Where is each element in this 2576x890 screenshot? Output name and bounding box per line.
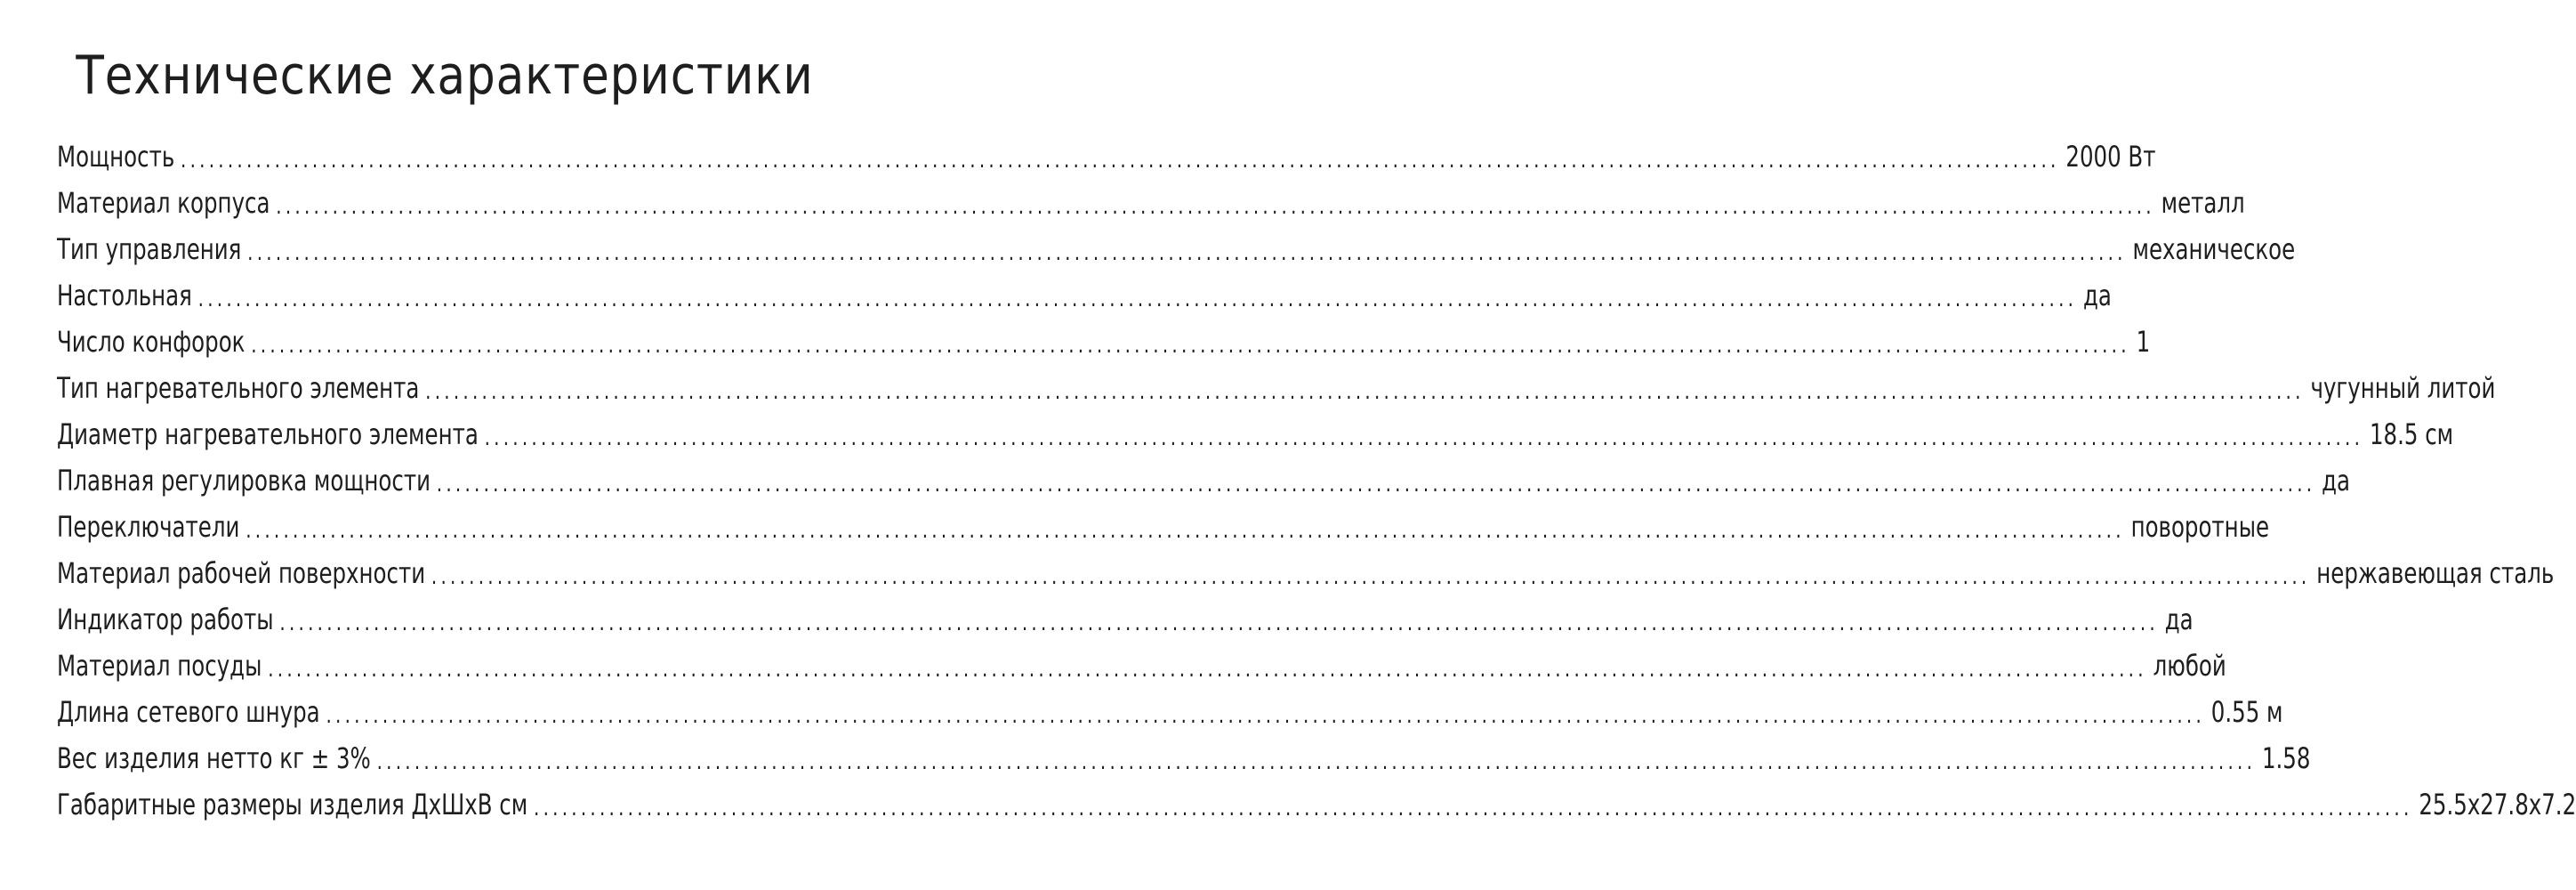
- spec-label: Мощность: [57, 140, 175, 174]
- spec-label: Диаметр нагревательного элемента: [57, 417, 479, 451]
- spec-label: Длина сетевого шнура: [57, 695, 320, 729]
- spec-value: металл: [2161, 186, 2245, 220]
- spec-label: Число конфорок: [57, 325, 246, 359]
- spec-row: [57, 319, 2151, 365]
- spec-label: Вес изделия нетто кг ± 3%: [57, 741, 371, 775]
- spec-row: [57, 781, 2576, 828]
- spec-row: [57, 689, 2283, 735]
- spec-label: Плавная регулировка мощности: [57, 464, 431, 498]
- spec-row: [57, 272, 2112, 319]
- spec-label: Материал корпуса: [57, 186, 270, 220]
- spec-row: [57, 596, 2194, 643]
- spec-row: [57, 134, 2156, 180]
- spec-value: 18.5 см: [2369, 417, 2454, 451]
- spec-label: Индикатор работы: [57, 603, 274, 636]
- dot-leader: ........................................................................................................................................................................................................: [197, 286, 2078, 312]
- page-title: Технические характеристики: [76, 44, 814, 107]
- dot-leader: ........................................................................................................................................................................................................: [279, 610, 2159, 636]
- spec-value: да: [2083, 279, 2112, 312]
- spec-value: да: [2322, 464, 2351, 498]
- spec-row: [57, 457, 2351, 504]
- spec-value: нержавеющая сталь: [2316, 556, 2555, 590]
- spec-value: да: [2164, 603, 2194, 636]
- spec-row: [57, 180, 2245, 226]
- spec-label: Материал рабочей поверхности: [57, 556, 426, 590]
- spec-value: 0.55 м: [2210, 695, 2283, 729]
- spec-value: чугунный литой: [2310, 371, 2496, 405]
- spec-row: [57, 226, 2296, 272]
- spec-value: механическое: [2132, 232, 2296, 266]
- dot-leader: ........................................................................................................................................................................................................: [326, 702, 2206, 729]
- dot-leader: ........................................................................................................................................................................................................: [246, 517, 2125, 544]
- dot-leader: ........................................................................................................................................................................................................: [436, 471, 2316, 498]
- spec-label: Настольная: [57, 279, 192, 312]
- spec-value: 25.5х27.8х7.2: [2419, 788, 2576, 821]
- spec-row: [57, 365, 2496, 411]
- dot-leader: ........................................................................................................................................................................................................: [431, 563, 2311, 590]
- dot-leader: ........................................................................................................................................................................................................: [534, 795, 2413, 821]
- spec-label: Габаритные размеры изделия ДхШхВ см: [57, 788, 528, 821]
- dot-leader: ........................................................................................................................................................................................................: [484, 425, 2364, 451]
- spec-value: поворотные: [2130, 510, 2270, 544]
- spec-row: [57, 735, 2311, 781]
- spec-value: 2000 Вт: [2065, 140, 2156, 174]
- dot-leader: ........................................................................................................................................................................................................: [247, 239, 2127, 266]
- dot-leader: ........................................................................................................................................................................................................: [425, 378, 2305, 405]
- spec-label: Тип управления: [57, 232, 242, 266]
- spec-value: 1.58: [2261, 741, 2311, 775]
- spec-row: [57, 550, 2555, 596]
- spec-value: 1: [2136, 325, 2151, 359]
- spec-list: [57, 134, 2576, 828]
- spec-row: [57, 643, 2226, 689]
- spec-label: Переключатели: [57, 510, 240, 544]
- spec-value: любой: [2153, 649, 2226, 683]
- dot-leader: ........................................................................................................................................................................................................: [376, 748, 2257, 775]
- dot-leader: ........................................................................................................................................................................................................: [268, 656, 2147, 683]
- dot-leader: ........................................................................................................................................................................................................: [181, 147, 2060, 174]
- spec-label: Тип нагревательного элемента: [57, 371, 420, 405]
- spec-label: Материал посуды: [57, 649, 262, 683]
- dot-leader: ........................................................................................................................................................................................................: [251, 332, 2130, 359]
- spec-row: [57, 411, 2454, 457]
- dot-leader: ........................................................................................................................................................................................................: [276, 193, 2155, 220]
- spec-row: [57, 504, 2270, 550]
